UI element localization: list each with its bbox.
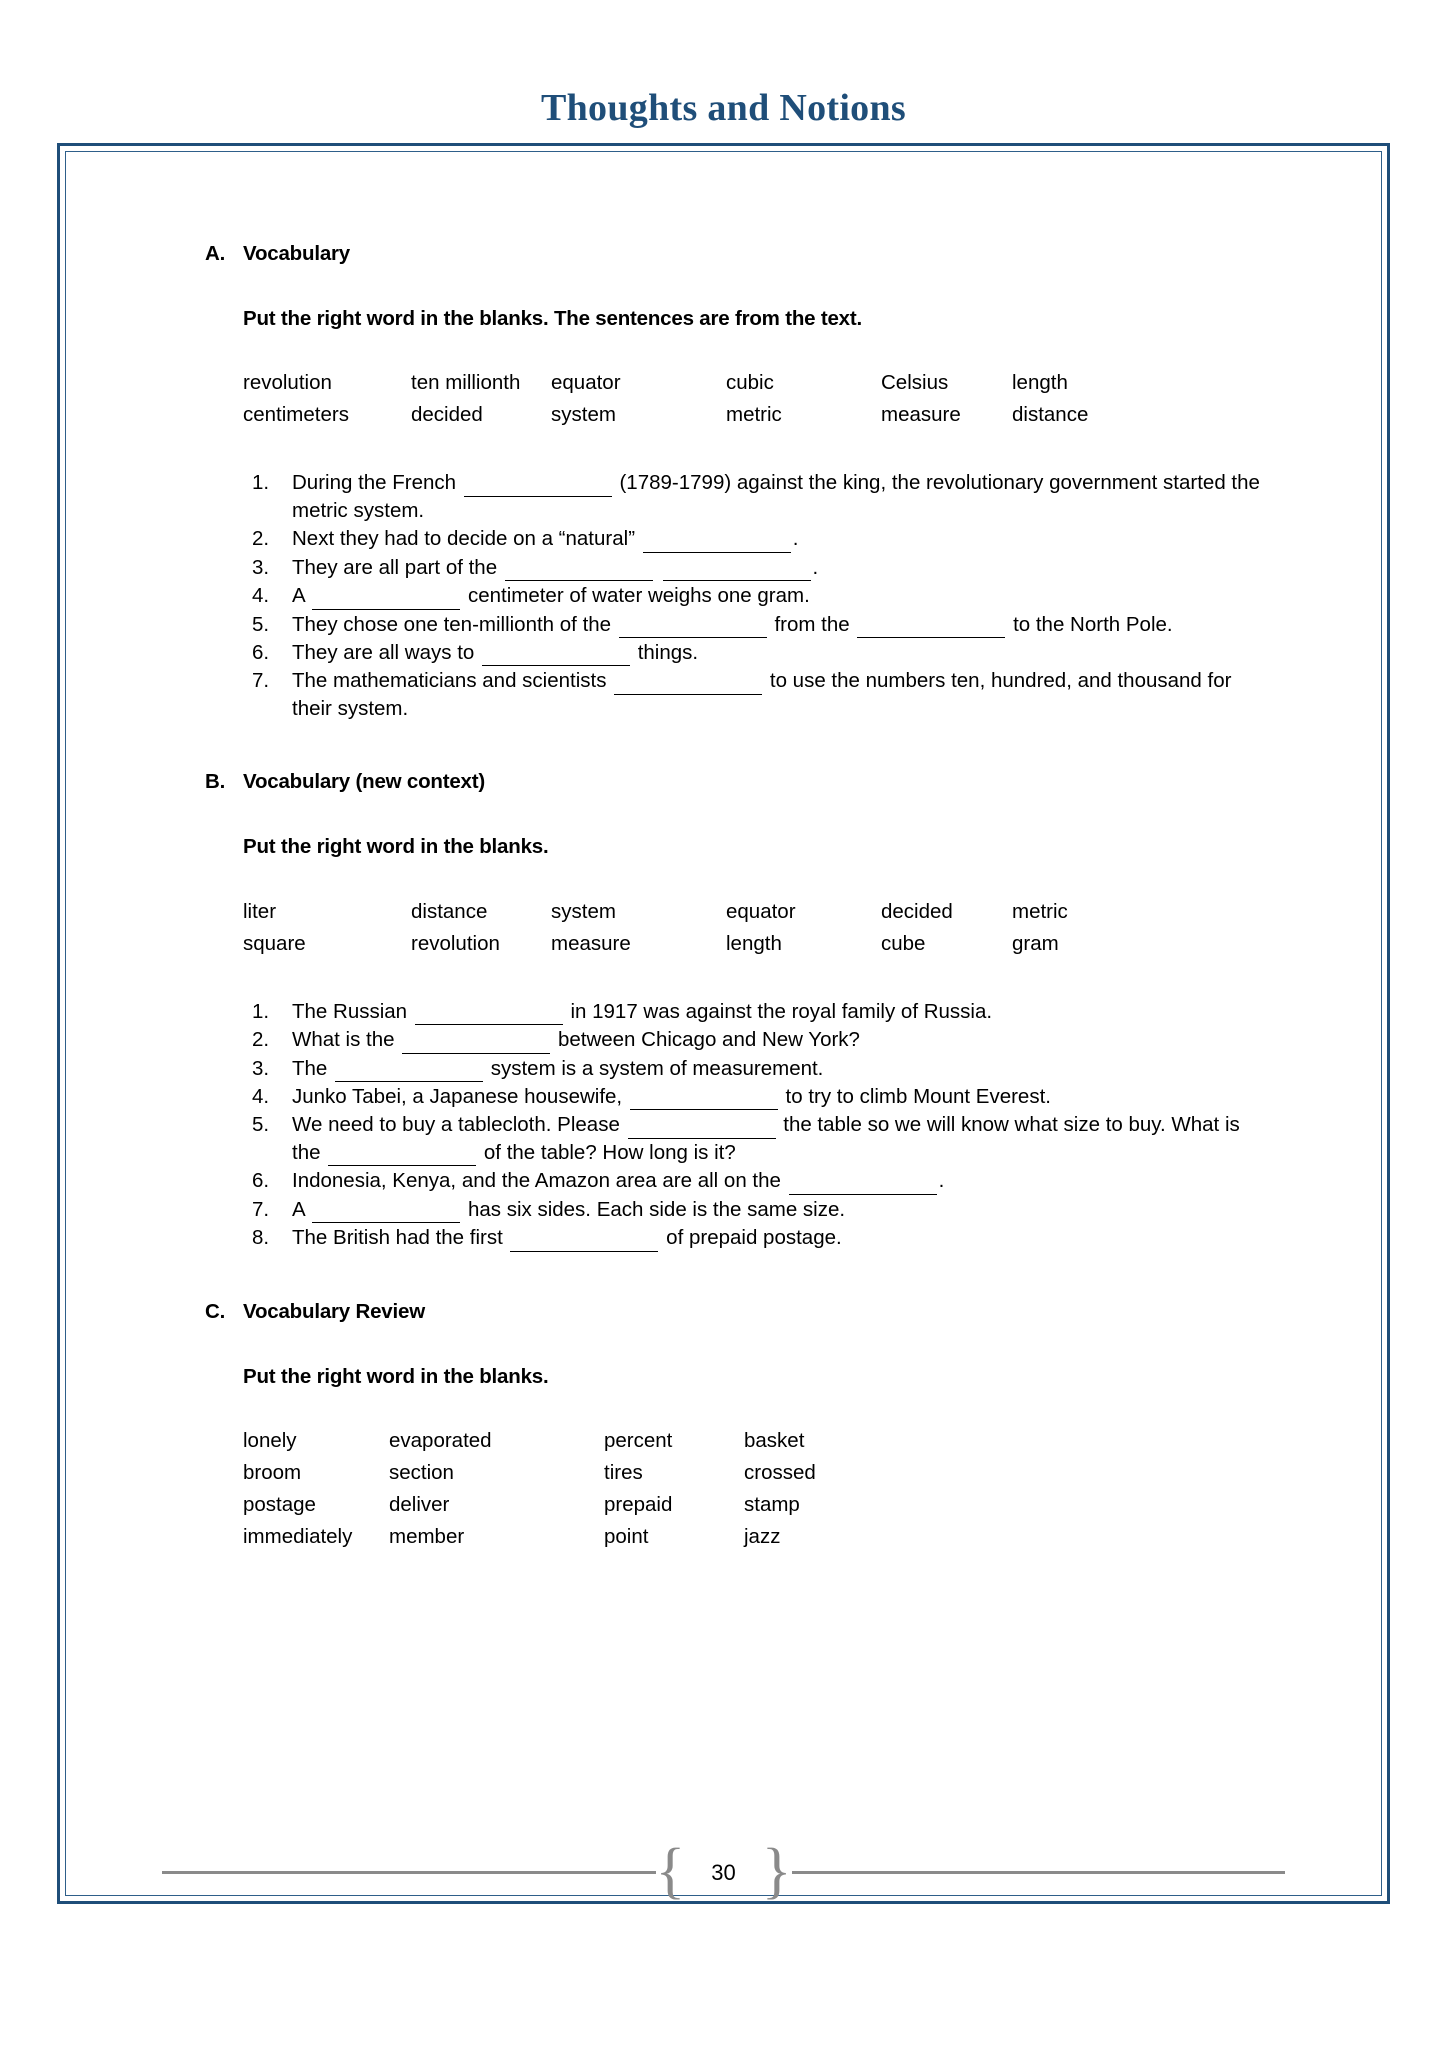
- section-letter: B.: [205, 770, 226, 794]
- question-text-fragment: The British had the first: [292, 1226, 509, 1250]
- word-bank-row: [243, 369, 1132, 401]
- question-text-fragment: to the North Pole.: [1007, 612, 1173, 636]
- word-bank: [243, 1427, 884, 1555]
- word-bank-item: percent: [604, 1428, 673, 1452]
- word-bank-item: ten millionth: [411, 371, 521, 395]
- question-text-fragment: between Chicago and New York?: [552, 1028, 860, 1052]
- word-bank-item: measure: [881, 403, 961, 427]
- word-bank-item: distance: [411, 899, 488, 923]
- answer-blank[interactable]: [663, 560, 811, 582]
- answer-blank[interactable]: [328, 1145, 476, 1167]
- word-bank-item: member: [389, 1525, 465, 1549]
- answer-blank[interactable]: [614, 673, 762, 695]
- question-text: [292, 469, 1265, 524]
- word-bank-item: decided: [411, 403, 483, 427]
- word-bank-row: [243, 1427, 884, 1459]
- answer-blank[interactable]: [857, 616, 1005, 638]
- question-text-fragment: The mathematicians and scientists: [292, 669, 613, 693]
- question-number: 1.: [252, 999, 270, 1023]
- question-text-fragment: They are all ways to: [292, 641, 480, 664]
- word-bank-item: metric: [726, 403, 782, 427]
- question-text-fragment: During the French: [292, 471, 462, 495]
- word-bank-item: system: [551, 403, 616, 427]
- question-text-fragment: Junko Tabei, a Japanese housewife,: [292, 1085, 628, 1108]
- question-number: 4.: [252, 1085, 270, 1108]
- word-bank-row: [243, 1523, 884, 1555]
- section-instruction: Put the right word in the blanks.: [243, 835, 549, 859]
- question-number: 6.: [252, 1169, 270, 1193]
- section-heading: [205, 240, 1265, 267]
- question-item: [252, 582, 1265, 609]
- word-bank-item: evaporated: [389, 1428, 492, 1452]
- question-text-fragment: from the: [768, 612, 856, 636]
- section-letter: A.: [205, 242, 226, 265]
- question-text-fragment: .: [938, 1169, 945, 1193]
- page-footer: { 30 }: [57, 1845, 1390, 1900]
- section-title: Vocabulary Review: [243, 1299, 425, 1323]
- page-number: 30: [711, 1859, 736, 1885]
- page-title: Thoughts and Notions: [540, 87, 907, 129]
- question-item: [252, 1196, 1265, 1223]
- word-bank-item: crossed: [744, 1460, 816, 1484]
- question-text-fragment: to use the numbers ten, hundred, and thousand for their system.: [292, 669, 1232, 720]
- question-number: 7.: [252, 1197, 270, 1221]
- question-item: [252, 554, 1265, 581]
- word-bank-item: lonely: [243, 1428, 297, 1452]
- question-number: 1.: [252, 471, 270, 495]
- question-text: [292, 1083, 1265, 1110]
- answer-blank[interactable]: [510, 1230, 658, 1252]
- question-number: 2.: [252, 1028, 270, 1052]
- question-number: 5.: [252, 612, 270, 636]
- question-text-fragment: the table so we will know what size to buy. What is the: [292, 1113, 1240, 1164]
- question-list: [252, 469, 1265, 722]
- question-text: [292, 1055, 1265, 1082]
- question-text-fragment: (1789-1799) against the king, the revolutionary government started the metric system.: [292, 471, 1260, 522]
- section-a: [205, 240, 1265, 722]
- question-text-fragment: Indonesia, Kenya, and the Amazon area are all on the: [292, 1169, 787, 1193]
- answer-blank[interactable]: [312, 588, 460, 610]
- question-number: 4.: [252, 584, 270, 608]
- question-text-fragment: to try to climb Mount Everest.: [779, 1085, 1051, 1108]
- answer-blank[interactable]: [335, 1060, 483, 1082]
- word-bank-item: jazz: [744, 1525, 781, 1549]
- section-heading: [205, 1298, 1265, 1325]
- word-bank-item: equator: [726, 899, 796, 923]
- question-text-fragment: has six sides. Each side is the same size.: [462, 1197, 846, 1221]
- word-bank-item: length: [1012, 371, 1068, 395]
- question-number: 5.: [252, 1113, 270, 1137]
- question-text-fragment: They are all part of the: [292, 555, 503, 579]
- section-instruction: Put the right word in the blanks.: [243, 1364, 549, 1388]
- section-c: [205, 1298, 1265, 1555]
- question-text: [292, 582, 1265, 609]
- question-text-fragment: A: [292, 584, 311, 608]
- word-bank-item: gram: [1012, 931, 1059, 955]
- question-text: [292, 554, 1265, 581]
- word-bank-item: Celsius: [881, 371, 949, 395]
- word-bank-item: length: [726, 931, 782, 955]
- question-item: [252, 525, 1265, 552]
- question-text-fragment: What is the: [292, 1028, 401, 1052]
- word-bank-item: basket: [744, 1428, 805, 1452]
- word-bank-item: deliver: [389, 1493, 450, 1516]
- question-item: [252, 611, 1265, 638]
- question-text: [292, 667, 1265, 722]
- question-text-fragment: [655, 556, 661, 579]
- question-number: 6.: [252, 641, 270, 664]
- word-bank-row: [243, 898, 1132, 930]
- question-text-fragment: .: [792, 527, 799, 551]
- question-number: 3.: [252, 1056, 270, 1080]
- word-bank: [243, 898, 1132, 962]
- word-bank-item: tires: [604, 1460, 643, 1484]
- answer-blank[interactable]: [415, 1004, 563, 1026]
- question-text-fragment: A: [292, 1197, 311, 1221]
- word-bank-item: section: [389, 1460, 454, 1484]
- word-bank-item: point: [604, 1525, 649, 1549]
- question-text: [292, 998, 1265, 1025]
- word-bank-row: [243, 1491, 884, 1523]
- question-text: [292, 1026, 1265, 1053]
- question-text: [292, 1111, 1265, 1166]
- word-bank-item: decided: [881, 899, 953, 923]
- footer-rule-right: [792, 1871, 1286, 1873]
- answer-blank[interactable]: [402, 1032, 550, 1054]
- question-item: [252, 1026, 1265, 1053]
- answer-blank[interactable]: [630, 1089, 778, 1111]
- question-number: 2.: [252, 527, 270, 551]
- word-bank-item: immediately: [243, 1525, 353, 1549]
- word-bank-item: postage: [243, 1493, 316, 1516]
- word-bank-item: prepaid: [604, 1493, 673, 1516]
- worksheet-content: [205, 240, 1265, 1555]
- answer-blank[interactable]: [643, 531, 791, 553]
- word-bank-item: square: [243, 931, 306, 955]
- question-item: [252, 1055, 1265, 1082]
- question-item: [252, 639, 1265, 666]
- question-text-fragment: in 1917 was against the royal family of Russia.: [564, 999, 993, 1023]
- question-item: [252, 998, 1265, 1025]
- section-title: Vocabulary (new context): [243, 770, 486, 794]
- question-number: 7.: [252, 669, 270, 693]
- question-text-fragment: Next they had to decide on a “natural”: [292, 527, 641, 551]
- question-item: [252, 1111, 1265, 1166]
- answer-blank[interactable]: [482, 645, 630, 667]
- word-bank-row: [243, 1459, 884, 1491]
- question-item: [252, 1167, 1265, 1194]
- question-text: [292, 1196, 1265, 1223]
- answer-blank[interactable]: [312, 1202, 460, 1224]
- footer-rule-left: [162, 1871, 656, 1873]
- question-item: [252, 469, 1265, 524]
- question-text-fragment: The: [292, 1056, 334, 1080]
- section-instruction: Put the right word in the blanks. The sentences are from the text.: [243, 307, 862, 331]
- question-text-fragment: The Russian: [292, 999, 413, 1023]
- question-item: [252, 1083, 1265, 1110]
- word-bank-item: liter: [243, 899, 277, 923]
- question-text-fragment: things.: [632, 641, 699, 664]
- word-bank-item: equator: [551, 371, 621, 395]
- answer-blank[interactable]: [628, 1117, 776, 1139]
- word-bank-item: cube: [881, 931, 926, 955]
- word-bank-item: revolution: [411, 931, 500, 955]
- question-text-fragment: We need to buy a tablecloth. Please: [292, 1113, 626, 1137]
- word-bank-item: stamp: [744, 1493, 800, 1516]
- question-list: [252, 998, 1265, 1252]
- word-bank: [243, 369, 1132, 433]
- question-item: [252, 1224, 1265, 1251]
- word-bank-item: cubic: [726, 371, 774, 395]
- section-title: Vocabulary: [243, 242, 350, 265]
- question-text-fragment: They chose one ten-millionth of the: [292, 612, 617, 636]
- question-text-fragment: system is a system of measurement.: [485, 1056, 824, 1080]
- word-bank-item: system: [551, 899, 616, 923]
- question-text: [292, 639, 1265, 666]
- question-item: [252, 667, 1265, 722]
- word-bank-item: broom: [243, 1460, 302, 1484]
- question-text-fragment: centimeter of water weighs one gram.: [462, 584, 810, 608]
- question-text: [292, 1224, 1265, 1251]
- answer-blank[interactable]: [464, 475, 612, 497]
- word-bank-row: [243, 930, 1132, 962]
- question-text-fragment: of prepaid postage.: [660, 1226, 842, 1250]
- word-bank-item: distance: [1012, 403, 1089, 427]
- word-bank-row: [243, 401, 1132, 433]
- question-number: 3.: [252, 555, 270, 579]
- word-bank-item: measure: [551, 931, 631, 955]
- word-bank-item: centimeters: [243, 403, 349, 427]
- question-text-fragment: .: [812, 555, 819, 579]
- question-text: [292, 525, 1265, 552]
- question-text: [292, 611, 1265, 638]
- question-number: 8.: [252, 1226, 270, 1250]
- word-bank-item: revolution: [243, 371, 332, 395]
- section-b: [205, 768, 1265, 1251]
- question-text: [292, 1167, 1265, 1194]
- answer-blank[interactable]: [789, 1173, 937, 1195]
- question-text-fragment: of the table? How long is it?: [478, 1140, 736, 1164]
- section-letter: C.: [205, 1299, 226, 1323]
- answer-blank[interactable]: [505, 560, 653, 582]
- section-heading: [205, 768, 1265, 795]
- word-bank-item: metric: [1012, 899, 1068, 923]
- answer-blank[interactable]: [619, 616, 767, 638]
